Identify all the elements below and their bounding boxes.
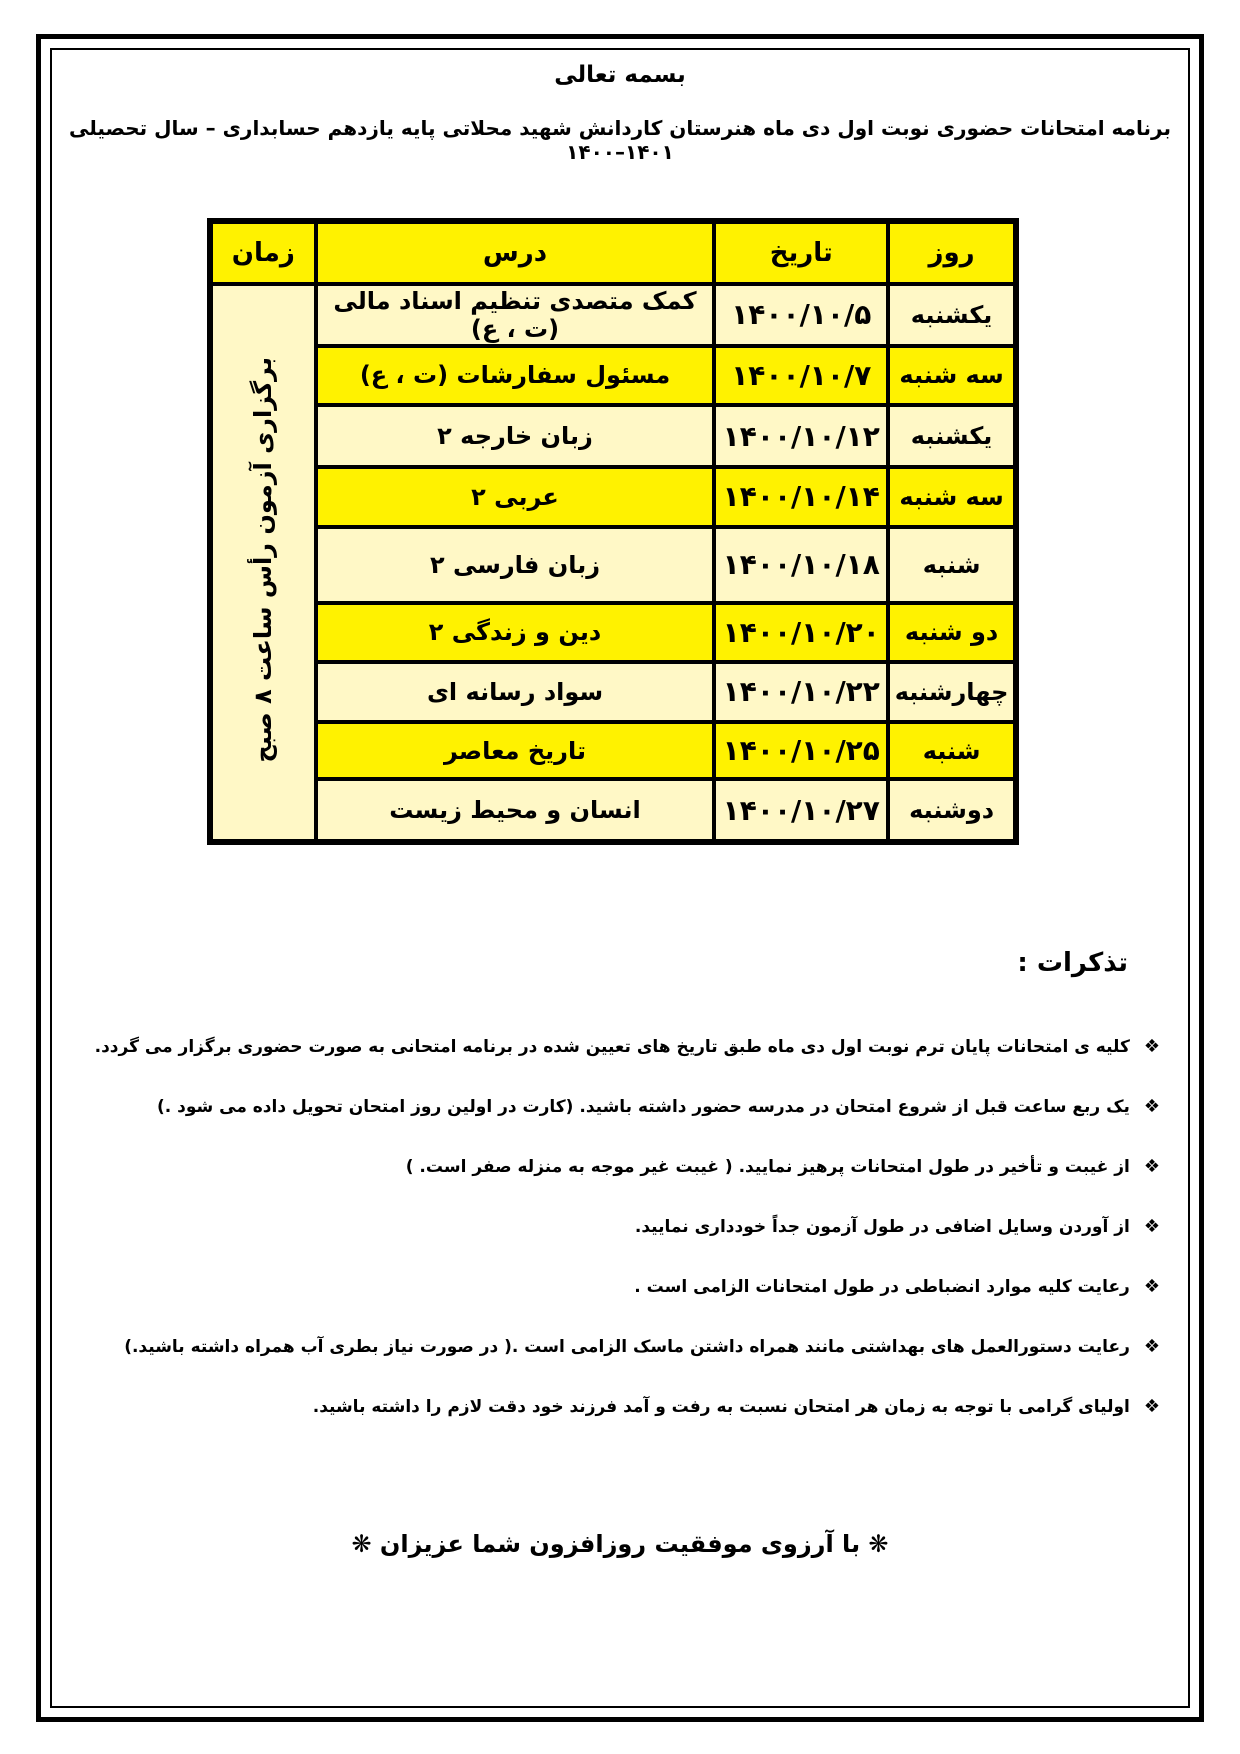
list-item [80, 1096, 1160, 1156]
diamond-bullet-icon: ❖ [1143, 1216, 1160, 1237]
day-cell: یکشنبه [888, 405, 1015, 467]
table-row [211, 603, 1015, 663]
basmala-heading: بسمه تعالی [554, 62, 686, 88]
date-cell: ۱۴۰۰/۱۰/۱۲ [714, 405, 888, 467]
list-item [80, 1156, 1160, 1216]
subject-cell: زبان خارجه ۲ [316, 405, 715, 467]
date-cell: ۱۴۰۰/۱۰/۲۷ [714, 779, 888, 841]
table-row [211, 527, 1015, 603]
note-text: کلیه ی امتحانات پایان ترم نوبت اول دی ماه طبق تاریخ های تعیین شده در برنامه امتحانی به صورت حضوری برگزار می گردد. [94, 1037, 1130, 1057]
day-cell: سه شنبه [888, 467, 1015, 527]
exam-time-note: برگزاری آزمون رأس ساعت ۸ صبح [249, 356, 278, 763]
header-date: تاریخ [714, 222, 888, 284]
subject-cell: تاریخ معاصر [316, 722, 715, 780]
table-row [211, 346, 1015, 406]
time-cell [211, 284, 316, 841]
subject-cell: کمک متصدی تنظیم اسناد مالی (ت ، ع) [316, 284, 715, 346]
notes-list [80, 1036, 1160, 1456]
date-cell: ۱۴۰۰/۱۰/۵ [714, 284, 888, 346]
list-item [80, 1396, 1160, 1456]
subject-cell: عربی ۲ [316, 467, 715, 527]
subject-cell: انسان و محیط زیست [316, 779, 715, 841]
subject-cell: سواد رسانه ای [316, 662, 715, 722]
table-row [211, 284, 1015, 346]
day-cell: سه شنبه [888, 346, 1015, 406]
subject-cell: زبان فارسی ۲ [316, 527, 715, 603]
note-text: از آوردن وسایل اضافی در طول آزمون جداً خودداری نمایید. [634, 1217, 1130, 1237]
diamond-bullet-icon: ❖ [1143, 1096, 1160, 1117]
subject-cell: دین و زندگی ۲ [316, 603, 715, 663]
day-cell: دوشنبه [888, 779, 1015, 841]
list-item [80, 1036, 1160, 1096]
header-time: زمان [211, 222, 316, 284]
list-item [80, 1216, 1160, 1276]
date-cell: ۱۴۰۰/۱۰/۲۵ [714, 722, 888, 780]
closing-wish: ❋ با آرزوی موفقیت روزافزون شما عزیزان ❋ [351, 1530, 889, 1558]
note-text: از غیبت و تأخیر در طول امتحانات پرهیز نمایید. ( غیبت غیر موجه به منزله صفر است. ) [405, 1157, 1130, 1177]
document-title: برنامه امتحانات حضوری نوبت اول دی ماه هنرستان کاردانش شهید محلاتی پایه یازدهم حسابداری – سال تحصیلی ۱۴۰۱–۱۴۰۰ [68, 116, 1172, 164]
exam-schedule-table [207, 218, 1019, 845]
header-subject: درس [316, 222, 715, 284]
day-cell: شنبه [888, 527, 1015, 603]
header-day: روز [888, 222, 1015, 284]
note-text: یک ربع ساعت قبل از شروع امتحان در مدرسه حضور داشته باشید. (کارت در اولین روز امتحان تحویل داده می شود .) [156, 1097, 1130, 1117]
day-cell: یکشنبه [888, 284, 1015, 346]
date-cell: ۱۴۰۰/۱۰/۱۴ [714, 467, 888, 527]
table-row [211, 722, 1015, 780]
subject-cell: مسئول سفارشات (ت ، ع) [316, 346, 715, 406]
date-cell: ۱۴۰۰/۱۰/۷ [714, 346, 888, 406]
date-cell: ۱۴۰۰/۱۰/۱۸ [714, 527, 888, 603]
day-cell: شنبه [888, 722, 1015, 780]
table-row [211, 779, 1015, 841]
table-row [211, 467, 1015, 527]
note-text: رعایت کلیه موارد انضباطی در طول امتحانات الزامی است . [634, 1277, 1130, 1297]
diamond-bullet-icon: ❖ [1143, 1336, 1160, 1357]
date-cell: ۱۴۰۰/۱۰/۲۲ [714, 662, 888, 722]
day-cell: چهارشنبه [888, 662, 1015, 722]
table-row [211, 662, 1015, 722]
note-text: اولیای گرامی با توجه به زمان هر امتحان نسبت به رفت و آمد فرزند خود دقت لازم را داشته باشید. [312, 1397, 1130, 1417]
day-cell: دو شنبه [888, 603, 1015, 663]
date-cell: ۱۴۰۰/۱۰/۲۰ [714, 603, 888, 663]
note-text: رعایت دستورالعمل های بهداشتی مانند همراه داشتن ماسک الزامی است .( در صورت نیاز بطری آب همراه داشته باشید.) [124, 1337, 1130, 1357]
diamond-bullet-icon: ❖ [1143, 1276, 1160, 1297]
notes-heading: تذکرات : [1017, 948, 1128, 978]
table-header-row [211, 222, 1015, 284]
table-row [211, 405, 1015, 467]
diamond-bullet-icon: ❖ [1143, 1036, 1160, 1057]
diamond-bullet-icon: ❖ [1143, 1396, 1160, 1417]
list-item [80, 1276, 1160, 1336]
diamond-bullet-icon: ❖ [1143, 1156, 1160, 1177]
list-item [80, 1336, 1160, 1396]
